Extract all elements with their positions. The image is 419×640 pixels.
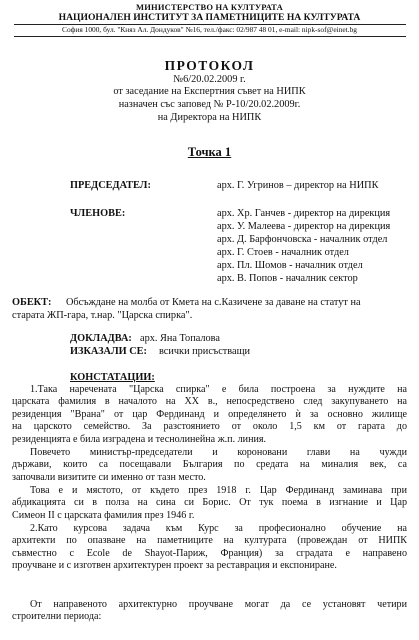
paragraph-line: абдикацията си в полза на сина си Борис. От тук поема в изгнание и Цар xyxy=(12,497,407,509)
member-item: арх. В. Попов - началник сектор xyxy=(217,273,358,284)
findings-paragraph-3 xyxy=(12,485,407,522)
protocol-line-1: от заседание на Експертния съвет на НИПК xyxy=(113,86,306,97)
paragraph-line: Това е и мястото, от където през 1918 г. Цар Фердинанд заминава при xyxy=(30,485,407,496)
chairman-name: арх. Г. Угринов – директор на НИПК xyxy=(217,180,379,191)
member-item: арх. Д. Барфончовска - началник отдел xyxy=(217,234,388,245)
member-item: арх. Пл. Шомов - началник отдел xyxy=(217,260,363,271)
protocol-line-2: назначен със заповед № Р-10/20.02.2009г. xyxy=(118,99,301,110)
paragraph-line: Повечето министър-председатели и короновани глави на чужди xyxy=(30,447,407,458)
findings-paragraph-4 xyxy=(12,523,407,573)
header-rule-bottom xyxy=(14,36,406,37)
protocol-title: ПРОТОКОЛ xyxy=(164,58,255,73)
paragraph-line: От направеното архитектурно проучване могат да се установят четири xyxy=(30,599,407,610)
paragraph-line: резиденцията е била изградена и теснолинейна ж.п. линия. xyxy=(12,433,267,445)
paragraph-line: Симеон II с царската фамилия през 1946 г. xyxy=(12,509,195,521)
chairman-label: ПРЕДСЕДАТЕЛ: xyxy=(70,180,151,191)
object-text-line-2: старата ЖП-гара, т.нар. "Царска спирка". xyxy=(12,310,193,321)
findings-paragraph-5 xyxy=(12,599,407,624)
paragraph-line: резиденция "Врана" от цар Фердинанд и определянето ѝ за основно жилище xyxy=(12,408,407,420)
paragraph-line: проучване и с изготвен архитектурен проект за реставрация и експониране. xyxy=(12,560,337,572)
protocol-line-3: на Директора на НИПК xyxy=(157,112,262,123)
member-item: арх. У. Малеева - директор на дирекция xyxy=(217,221,391,232)
spoke-value: всички присъстващи xyxy=(159,346,251,357)
paragraph-line: започвали визитите си именно от тазн место. xyxy=(12,471,206,483)
paragraph-line: строителни периода: xyxy=(12,611,102,623)
findings-paragraph-1 xyxy=(12,384,407,446)
paragraph-line: съвместно с Ecole de Shayot-Париж, Франция) за сградата е направено xyxy=(12,547,407,559)
institute-name: НАЦИОНАЛЕН ИНСТИТУТ ЗА ПАМЕТНИЦИТЕ НА КУЛТУРАТА xyxy=(58,12,361,23)
findings-paragraph-2 xyxy=(12,447,407,484)
point-heading: Точка 1 xyxy=(187,145,232,159)
institute-address: София 1000, бул. "Княз Ал. Дондуков" №16, тел./факс: 02/987 48 01, e-mail: nipk-sof@einet.bg xyxy=(62,25,357,34)
spoke-label: ИЗКАЗАЛИ СЕ: xyxy=(70,346,147,357)
members-label: ЧЛЕНОВЕ: xyxy=(70,208,126,219)
member-item: арх. Хр. Ганчев - директор на дирекция xyxy=(217,208,391,219)
reported-value: арх. Яна Топалова xyxy=(140,333,220,344)
paragraph-line: държави, които са посещавали България по средата на миналия век, са xyxy=(12,459,407,471)
protocol-number: №6/20.02.2009 г. xyxy=(173,74,246,85)
paragraph-line: на царското семейство. За разстоянието от около 1,5 км от гарата до xyxy=(12,421,407,433)
ministry-name: МИНИСТЕРСТВО НА КУЛТУРАТА xyxy=(136,2,283,12)
reported-label: ДОКЛАДВА: xyxy=(70,333,132,344)
paragraph-line: архитекти по опазване на паметниците на културата (провеждан от НИПК xyxy=(12,535,407,547)
paragraph-line: 1.Така наречената "Царска спирка" е била построена за нуждите на xyxy=(30,384,407,395)
paragraph-line: царската фамилия в началото на ХХ в., непосредствено след закупуването на xyxy=(12,396,407,408)
object-label: ОБЕКТ: xyxy=(12,297,52,308)
findings-heading: КОНСТАТАЦИИ: xyxy=(70,372,155,383)
member-item: арх. Г. Стоев - началник отдел xyxy=(217,247,349,258)
paragraph-line: 2.Като курсова задача към Курс за професионално обучение на xyxy=(30,523,407,534)
object-text-line-1: Обсъждане на молба от Кмета на с.Казичене за даване на статут на xyxy=(66,297,361,308)
